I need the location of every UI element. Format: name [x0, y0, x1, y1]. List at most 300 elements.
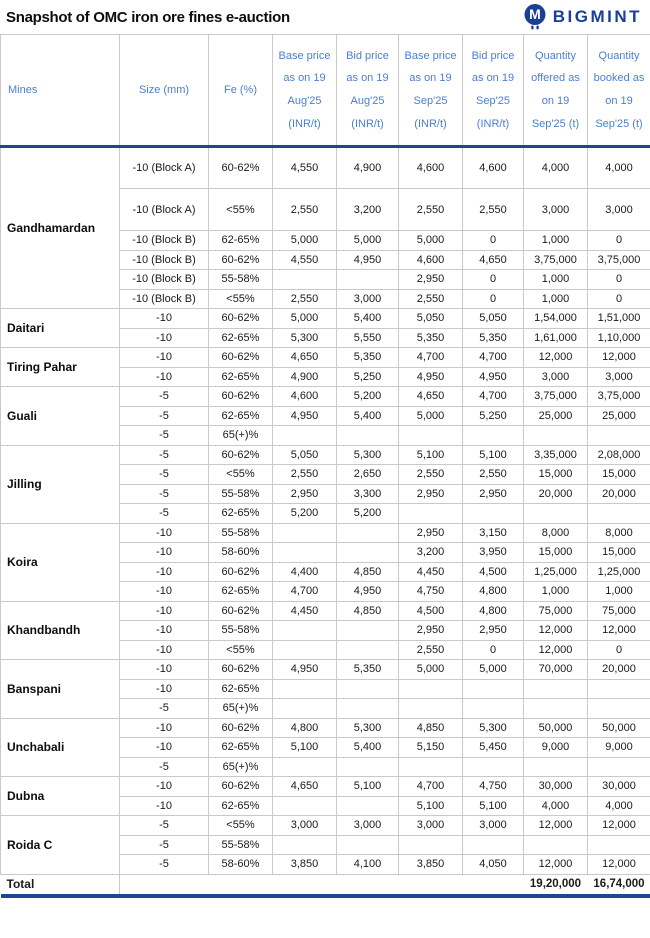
bid-price-aug-cell: 3,200	[337, 189, 399, 231]
size-cell: -10	[120, 328, 209, 348]
bid-price-sep-cell	[463, 504, 524, 524]
size-cell: -5	[120, 855, 209, 875]
size-cell: -5	[120, 816, 209, 836]
fe-cell: 60-62%	[209, 445, 273, 465]
base-price-sep-cell: 4,450	[399, 562, 463, 582]
bid-price-aug-cell: 5,200	[337, 504, 399, 524]
qty-offered-cell: 15,000	[524, 465, 588, 485]
column-header-size: Size (mm)	[120, 35, 209, 147]
fe-cell: 60-62%	[209, 777, 273, 797]
base-price-sep-cell: 3,850	[399, 855, 463, 875]
base-price-sep-cell	[399, 504, 463, 524]
fe-cell: 65(+)%	[209, 757, 273, 777]
size-cell: -5	[120, 426, 209, 446]
bid-price-sep-cell: 2,550	[463, 465, 524, 485]
qty-offered-cell: 3,75,000	[524, 387, 588, 407]
bid-price-sep-cell: 5,100	[463, 445, 524, 465]
size-cell: -5	[120, 387, 209, 407]
size-cell: -10	[120, 718, 209, 738]
bid-price-sep-cell: 4,800	[463, 582, 524, 602]
qty-booked-cell: 4,000	[588, 147, 650, 189]
fe-cell: <55%	[209, 289, 273, 309]
base-price-sep-cell: 5,000	[399, 406, 463, 426]
qty-booked-cell: 1,10,000	[588, 328, 650, 348]
bid-price-aug-cell	[337, 640, 399, 660]
bid-price-aug-cell: 4,950	[337, 250, 399, 270]
bid-price-sep-cell: 5,050	[463, 309, 524, 329]
size-cell: -10	[120, 679, 209, 699]
qty-booked-cell: 0	[588, 270, 650, 290]
qty-booked-cell	[588, 757, 650, 777]
fe-cell: 60-62%	[209, 718, 273, 738]
qty-offered-cell: 20,000	[524, 484, 588, 504]
base-price-aug-cell	[273, 523, 337, 543]
qty-offered-cell: 12,000	[524, 855, 588, 875]
base-price-aug-cell: 5,100	[273, 738, 337, 758]
base-price-aug-cell: 2,950	[273, 484, 337, 504]
base-price-aug-cell: 3,000	[273, 816, 337, 836]
fe-cell: 60-62%	[209, 601, 273, 621]
bid-price-sep-cell: 0	[463, 270, 524, 290]
bid-price-aug-cell: 5,350	[337, 660, 399, 680]
base-price-sep-cell: 4,950	[399, 367, 463, 387]
column-header-base-price-aug: Base price as on 19 Aug'25 (INR/t)	[273, 35, 337, 147]
base-price-aug-cell: 5,050	[273, 445, 337, 465]
qty-offered-cell: 1,000	[524, 231, 588, 251]
fe-cell: 62-65%	[209, 738, 273, 758]
bid-price-sep-cell: 4,700	[463, 348, 524, 368]
qty-booked-cell: 25,000	[588, 406, 650, 426]
bid-price-sep-cell: 5,300	[463, 718, 524, 738]
qty-offered-cell: 15,000	[524, 543, 588, 563]
qty-booked-cell: 12,000	[588, 816, 650, 836]
bid-price-aug-cell	[337, 426, 399, 446]
bid-price-aug-cell: 4,900	[337, 147, 399, 189]
qty-offered-cell: 3,000	[524, 367, 588, 387]
bid-price-aug-cell	[337, 796, 399, 816]
size-cell: -10	[120, 582, 209, 602]
base-price-aug-cell: 4,650	[273, 777, 337, 797]
mine-name-cell: Banspani	[1, 660, 120, 719]
qty-booked-cell: 8,000	[588, 523, 650, 543]
size-cell: -10	[120, 523, 209, 543]
base-price-aug-cell	[273, 796, 337, 816]
size-cell: -5	[120, 465, 209, 485]
qty-booked-cell	[588, 504, 650, 524]
base-price-aug-cell: 4,450	[273, 601, 337, 621]
bid-price-sep-cell: 0	[463, 289, 524, 309]
bid-price-sep-cell: 4,500	[463, 562, 524, 582]
base-price-aug-cell: 5,300	[273, 328, 337, 348]
column-header-base-price-sep: Base price as on 19 Sep'25 (INR/t)	[399, 35, 463, 147]
fe-cell: 60-62%	[209, 387, 273, 407]
bid-price-sep-cell: 5,450	[463, 738, 524, 758]
bid-price-aug-cell: 5,200	[337, 387, 399, 407]
fe-cell: 62-65%	[209, 582, 273, 602]
base-price-aug-cell: 4,600	[273, 387, 337, 407]
bid-price-sep-cell: 5,100	[463, 796, 524, 816]
bid-price-sep-cell: 4,600	[463, 147, 524, 189]
base-price-aug-cell: 4,650	[273, 348, 337, 368]
size-cell: -5	[120, 757, 209, 777]
qty-booked-cell: 0	[588, 640, 650, 660]
base-price-aug-cell: 4,550	[273, 250, 337, 270]
qty-offered-cell: 1,000	[524, 270, 588, 290]
fe-cell: 55-58%	[209, 835, 273, 855]
mine-name-cell: Guali	[1, 387, 120, 446]
table-row	[1, 309, 650, 329]
bid-price-aug-cell: 4,850	[337, 562, 399, 582]
fe-cell: 62-65%	[209, 504, 273, 524]
bid-price-sep-cell: 4,050	[463, 855, 524, 875]
base-price-sep-cell: 5,150	[399, 738, 463, 758]
qty-offered-cell: 1,61,000	[524, 328, 588, 348]
bid-price-aug-cell: 5,250	[337, 367, 399, 387]
qty-offered-cell: 12,000	[524, 621, 588, 641]
mine-name-cell: Khandbandh	[1, 601, 120, 660]
table-row	[1, 601, 650, 621]
qty-offered-cell: 1,54,000	[524, 309, 588, 329]
bid-price-aug-cell: 5,000	[337, 231, 399, 251]
table-row	[1, 660, 650, 680]
qty-offered-cell	[524, 679, 588, 699]
base-price-aug-cell	[273, 270, 337, 290]
base-price-aug-cell	[273, 699, 337, 719]
base-price-aug-cell: 5,000	[273, 309, 337, 329]
bid-price-aug-cell: 5,400	[337, 309, 399, 329]
base-price-aug-cell	[273, 679, 337, 699]
column-header-fe: Fe (%)	[209, 35, 273, 147]
base-price-sep-cell: 4,750	[399, 582, 463, 602]
total-qty-offered-cell: 19,20,000	[524, 874, 588, 896]
base-price-aug-cell: 4,950	[273, 660, 337, 680]
bid-price-sep-cell: 3,950	[463, 543, 524, 563]
title-bar	[0, 0, 650, 34]
size-cell: -5	[120, 699, 209, 719]
base-price-aug-cell: 5,200	[273, 504, 337, 524]
base-price-aug-cell: 4,550	[273, 147, 337, 189]
size-cell: -10 (Block B)	[120, 270, 209, 290]
fe-cell: 62-65%	[209, 328, 273, 348]
bid-price-sep-cell: 2,950	[463, 621, 524, 641]
bid-price-sep-cell: 4,950	[463, 367, 524, 387]
qty-booked-cell: 15,000	[588, 543, 650, 563]
fe-cell: 55-58%	[209, 484, 273, 504]
qty-offered-cell: 25,000	[524, 406, 588, 426]
qty-offered-cell: 12,000	[524, 640, 588, 660]
size-cell: -5	[120, 504, 209, 524]
size-cell: -10	[120, 777, 209, 797]
base-price-sep-cell: 2,950	[399, 621, 463, 641]
size-cell: -5	[120, 445, 209, 465]
fe-cell: 55-58%	[209, 523, 273, 543]
bid-price-aug-cell: 5,400	[337, 738, 399, 758]
base-price-sep-cell: 4,600	[399, 147, 463, 189]
qty-offered-cell: 30,000	[524, 777, 588, 797]
qty-offered-cell	[524, 504, 588, 524]
bid-price-aug-cell: 2,650	[337, 465, 399, 485]
mine-name-cell: Tiring Pahar	[1, 348, 120, 387]
base-price-sep-cell: 2,550	[399, 189, 463, 231]
size-cell: -5	[120, 484, 209, 504]
fe-cell: 60-62%	[209, 250, 273, 270]
size-cell: -5	[120, 835, 209, 855]
base-price-sep-cell	[399, 699, 463, 719]
qty-offered-cell	[524, 835, 588, 855]
base-price-sep-cell	[399, 679, 463, 699]
base-price-sep-cell: 2,550	[399, 640, 463, 660]
bigmint-m-circle-icon	[522, 3, 548, 31]
column-header-bid-price-sep: Bid price as on 19 Sep'25 (INR/t)	[463, 35, 524, 147]
qty-booked-cell: 1,000	[588, 582, 650, 602]
base-price-sep-cell: 4,600	[399, 250, 463, 270]
bid-price-sep-cell: 5,000	[463, 660, 524, 680]
qty-booked-cell: 1,25,000	[588, 562, 650, 582]
base-price-aug-cell	[273, 757, 337, 777]
mine-name-cell: Dubna	[1, 777, 120, 816]
size-cell: -10 (Block B)	[120, 250, 209, 270]
total-label-cell: Total	[1, 874, 120, 896]
bid-price-sep-cell: 3,000	[463, 816, 524, 836]
base-price-aug-cell	[273, 543, 337, 563]
base-price-aug-cell	[273, 426, 337, 446]
qty-offered-cell: 1,000	[524, 582, 588, 602]
mine-name-cell: Roida C	[1, 816, 120, 875]
size-cell: -10	[120, 543, 209, 563]
base-price-sep-cell: 5,000	[399, 231, 463, 251]
fe-cell: 62-65%	[209, 796, 273, 816]
total-qty-booked-cell: 16,74,000	[588, 874, 650, 896]
bid-price-sep-cell: 2,550	[463, 189, 524, 231]
bid-price-aug-cell: 3,000	[337, 289, 399, 309]
base-price-aug-cell	[273, 621, 337, 641]
bid-price-aug-cell	[337, 621, 399, 641]
bid-price-aug-cell: 4,950	[337, 582, 399, 602]
bid-price-sep-cell	[463, 757, 524, 777]
bid-price-sep-cell	[463, 679, 524, 699]
fe-cell: <55%	[209, 640, 273, 660]
qty-offered-cell	[524, 699, 588, 719]
base-price-sep-cell: 5,100	[399, 445, 463, 465]
mine-name-cell: Jilling	[1, 445, 120, 523]
fe-cell: 62-65%	[209, 367, 273, 387]
base-price-aug-cell: 4,400	[273, 562, 337, 582]
qty-booked-cell: 20,000	[588, 660, 650, 680]
base-price-sep-cell: 4,850	[399, 718, 463, 738]
qty-booked-cell: 3,000	[588, 189, 650, 231]
qty-booked-cell: 75,000	[588, 601, 650, 621]
auction-table	[0, 34, 650, 898]
base-price-sep-cell: 4,650	[399, 387, 463, 407]
bid-price-sep-cell	[463, 835, 524, 855]
table-header	[1, 35, 650, 147]
bid-price-aug-cell: 5,350	[337, 348, 399, 368]
mine-name-cell: Gandhamardan	[1, 147, 120, 309]
base-price-sep-cell: 4,700	[399, 348, 463, 368]
qty-offered-cell: 12,000	[524, 348, 588, 368]
size-cell: -10	[120, 621, 209, 641]
mine-name-cell: Koira	[1, 523, 120, 601]
bid-price-sep-cell: 5,250	[463, 406, 524, 426]
bid-price-sep-cell	[463, 426, 524, 446]
bid-price-aug-cell: 3,300	[337, 484, 399, 504]
fe-cell: 62-65%	[209, 679, 273, 699]
fe-cell: <55%	[209, 465, 273, 485]
qty-booked-cell: 50,000	[588, 718, 650, 738]
qty-offered-cell: 1,25,000	[524, 562, 588, 582]
size-cell: -10	[120, 309, 209, 329]
size-cell: -10	[120, 738, 209, 758]
qty-booked-cell: 4,000	[588, 796, 650, 816]
size-cell: -10 (Block A)	[120, 189, 209, 231]
qty-offered-cell: 9,000	[524, 738, 588, 758]
page-title: Snapshot of OMC iron ore fines e-auction	[6, 8, 290, 26]
bid-price-sep-cell: 4,750	[463, 777, 524, 797]
table-row	[1, 147, 650, 189]
mine-name-cell: Unchabali	[1, 718, 120, 777]
fe-cell: 58-60%	[209, 543, 273, 563]
qty-booked-cell: 0	[588, 231, 650, 251]
size-cell: -10	[120, 562, 209, 582]
fe-cell: <55%	[209, 816, 273, 836]
table-row	[1, 777, 650, 797]
table-row	[1, 348, 650, 368]
qty-offered-cell: 3,000	[524, 189, 588, 231]
bid-price-sep-cell: 2,950	[463, 484, 524, 504]
size-cell: -10	[120, 796, 209, 816]
base-price-sep-cell: 2,950	[399, 270, 463, 290]
bid-price-sep-cell: 0	[463, 231, 524, 251]
qty-booked-cell: 2,08,000	[588, 445, 650, 465]
qty-booked-cell: 3,75,000	[588, 250, 650, 270]
total-spacer-cell	[120, 874, 524, 896]
size-cell: -10	[120, 348, 209, 368]
fe-cell: 62-65%	[209, 231, 273, 251]
fe-cell: 62-65%	[209, 406, 273, 426]
total-row	[1, 874, 650, 896]
svg-text:M: M	[528, 6, 541, 23]
base-price-sep-cell	[399, 835, 463, 855]
bid-price-aug-cell	[337, 757, 399, 777]
bid-price-sep-cell: 4,700	[463, 387, 524, 407]
fe-cell: 65(+)%	[209, 699, 273, 719]
qty-booked-cell: 0	[588, 289, 650, 309]
fe-cell: 58-60%	[209, 855, 273, 875]
base-price-sep-cell: 2,950	[399, 484, 463, 504]
base-price-sep-cell	[399, 426, 463, 446]
qty-booked-cell	[588, 426, 650, 446]
base-price-sep-cell: 2,950	[399, 523, 463, 543]
bid-price-aug-cell: 5,100	[337, 777, 399, 797]
qty-offered-cell: 4,000	[524, 147, 588, 189]
bid-price-aug-cell	[337, 523, 399, 543]
bid-price-aug-cell	[337, 679, 399, 699]
qty-booked-cell: 3,75,000	[588, 387, 650, 407]
size-cell: -10 (Block B)	[120, 231, 209, 251]
base-price-aug-cell	[273, 640, 337, 660]
base-price-aug-cell: 2,550	[273, 189, 337, 231]
qty-booked-cell: 12,000	[588, 855, 650, 875]
size-cell: -10	[120, 660, 209, 680]
bid-price-aug-cell	[337, 835, 399, 855]
base-price-aug-cell: 2,550	[273, 465, 337, 485]
bigmint-wordmark: BIGMINT	[552, 7, 642, 26]
base-price-aug-cell: 4,800	[273, 718, 337, 738]
table-row	[1, 387, 650, 407]
fe-cell: <55%	[209, 189, 273, 231]
base-price-sep-cell: 5,100	[399, 796, 463, 816]
bid-price-sep-cell	[463, 699, 524, 719]
qty-booked-cell: 30,000	[588, 777, 650, 797]
qty-booked-cell: 15,000	[588, 465, 650, 485]
bid-price-aug-cell: 5,300	[337, 445, 399, 465]
base-price-aug-cell: 4,700	[273, 582, 337, 602]
size-cell: -5	[120, 406, 209, 426]
qty-offered-cell: 4,000	[524, 796, 588, 816]
bid-price-sep-cell: 4,800	[463, 601, 524, 621]
bid-price-aug-cell	[337, 543, 399, 563]
qty-offered-cell: 50,000	[524, 718, 588, 738]
qty-offered-cell: 75,000	[524, 601, 588, 621]
qty-offered-cell: 70,000	[524, 660, 588, 680]
column-header-qty-offered: Quantity offered as on 19 Sep'25 (t)	[524, 35, 588, 147]
table-row	[1, 523, 650, 543]
bid-price-sep-cell: 4,650	[463, 250, 524, 270]
base-price-sep-cell: 2,550	[399, 289, 463, 309]
bid-price-aug-cell: 5,550	[337, 328, 399, 348]
qty-offered-cell: 3,75,000	[524, 250, 588, 270]
bid-price-aug-cell: 5,300	[337, 718, 399, 738]
table-row	[1, 718, 650, 738]
bid-price-sep-cell: 5,350	[463, 328, 524, 348]
mine-name-cell: Daitari	[1, 309, 120, 348]
table-row	[1, 445, 650, 465]
qty-booked-cell	[588, 835, 650, 855]
qty-offered-cell	[524, 426, 588, 446]
base-price-aug-cell: 3,850	[273, 855, 337, 875]
base-price-sep-cell	[399, 757, 463, 777]
base-price-sep-cell: 2,550	[399, 465, 463, 485]
bid-price-aug-cell: 3,000	[337, 816, 399, 836]
fe-cell: 60-62%	[209, 147, 273, 189]
qty-booked-cell: 9,000	[588, 738, 650, 758]
fe-cell: 60-62%	[209, 309, 273, 329]
base-price-sep-cell: 3,000	[399, 816, 463, 836]
base-price-aug-cell: 5,000	[273, 231, 337, 251]
fe-cell: 60-62%	[209, 660, 273, 680]
bigmint-logo	[522, 3, 642, 31]
base-price-sep-cell: 4,500	[399, 601, 463, 621]
qty-booked-cell	[588, 679, 650, 699]
base-price-sep-cell: 5,050	[399, 309, 463, 329]
qty-offered-cell: 3,35,000	[524, 445, 588, 465]
column-header-bid-price-aug: Bid price as on 19 Aug'25 (INR/t)	[337, 35, 399, 147]
size-cell: -10	[120, 640, 209, 660]
base-price-sep-cell: 5,350	[399, 328, 463, 348]
fe-cell: 55-58%	[209, 621, 273, 641]
qty-offered-cell	[524, 757, 588, 777]
fe-cell: 65(+)%	[209, 426, 273, 446]
base-price-aug-cell: 2,550	[273, 289, 337, 309]
qty-booked-cell: 1,51,000	[588, 309, 650, 329]
column-header-mines: Mines	[1, 35, 120, 147]
base-price-sep-cell: 5,000	[399, 660, 463, 680]
bid-price-aug-cell: 5,400	[337, 406, 399, 426]
qty-offered-cell: 12,000	[524, 816, 588, 836]
fe-cell: 55-58%	[209, 270, 273, 290]
size-cell: -10 (Block A)	[120, 147, 209, 189]
column-header-qty-booked: Quantity booked as on 19 Sep'25 (t)	[588, 35, 650, 147]
